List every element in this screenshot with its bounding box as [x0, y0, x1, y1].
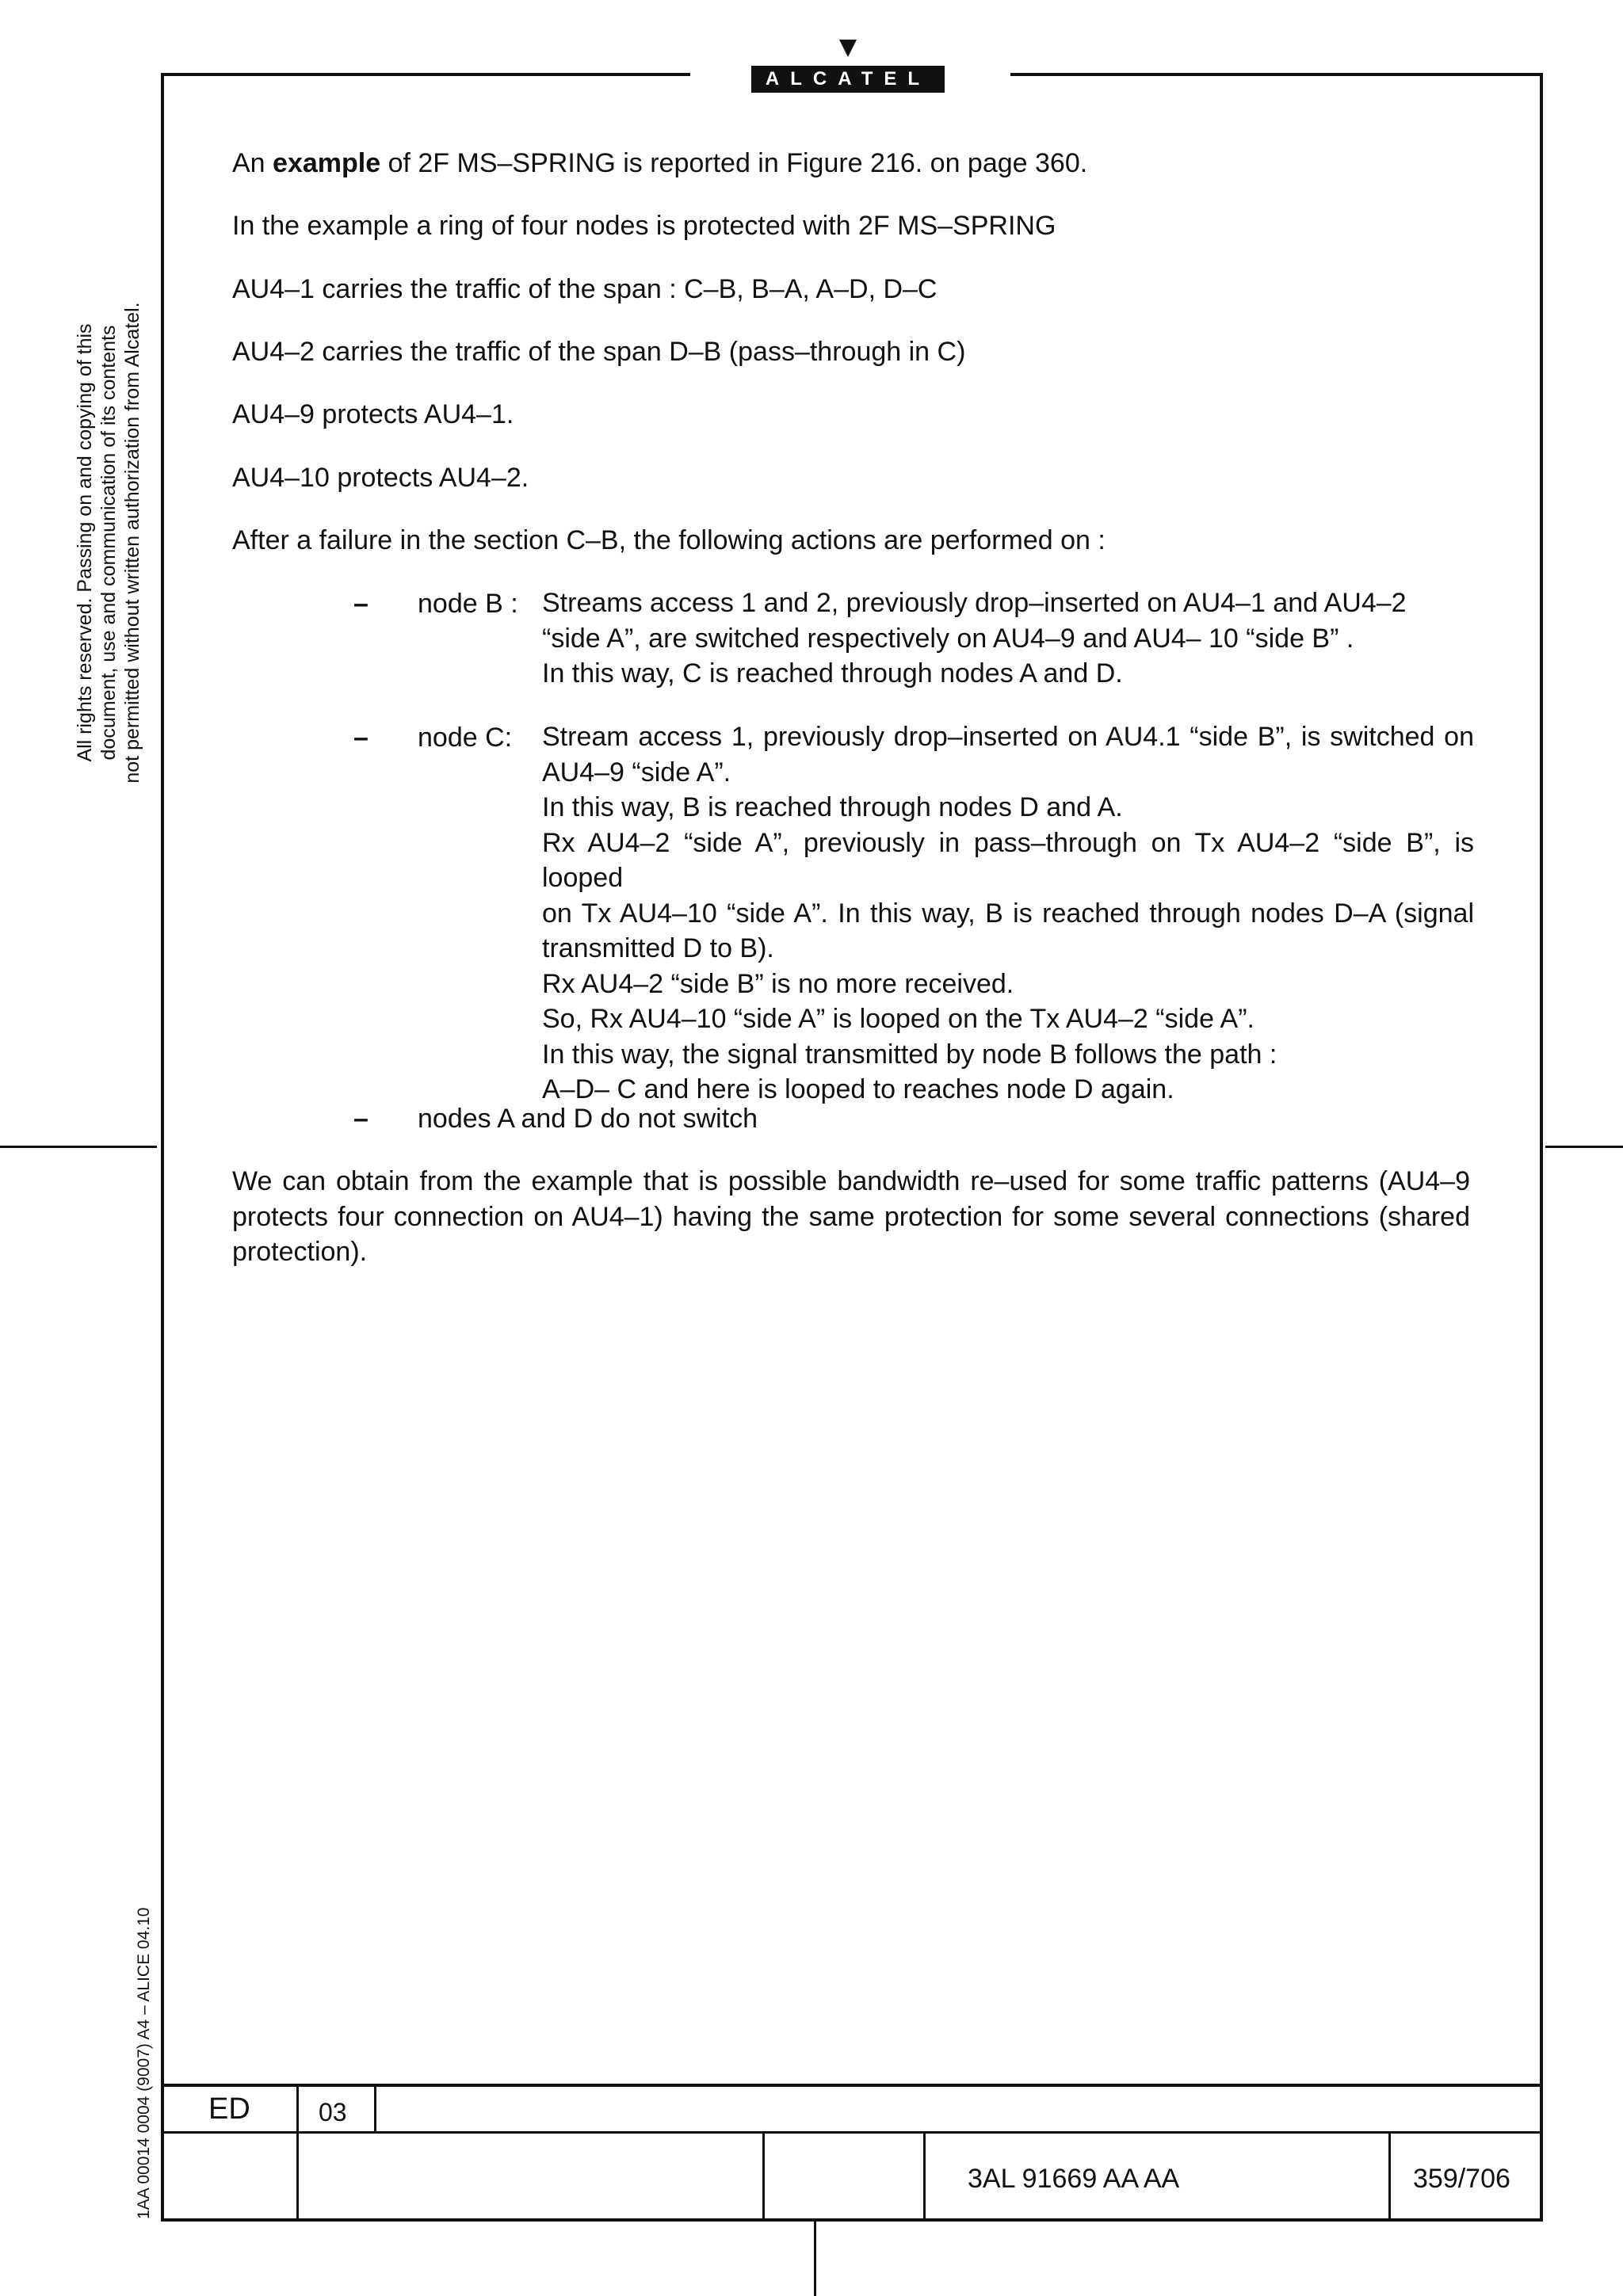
intro-prefix: An [232, 148, 273, 178]
intro-suffix: of 2F MS–SPRING is reported in Figure 216. on page 360. [380, 148, 1088, 178]
bullet-line: Rx AU4–2 “side A”, previously in pass–through on Tx AU4–2 “side B”, is looped [542, 827, 1474, 893]
bullet-dash-node-b: – [353, 589, 369, 619]
paragraph-au4-10: AU4–10 protects AU4–2. [232, 463, 529, 493]
fold-mark-right [1545, 1146, 1623, 1148]
closing-line: protects four connection on AU4–1) having the same protection for some several connections (shared [232, 1201, 1470, 1232]
bullet-line: “side A”, are switched respectively on AU4–9 and AU4– 10 “side B” . [542, 623, 1354, 654]
paragraph-au4-9: AU4–9 protects AU4–1. [232, 399, 514, 429]
bullet-line: Stream access 1, previously drop–inserted on AU4.1 “side B”, is switched on [542, 722, 1474, 752]
footer-divider-c [1388, 2131, 1391, 2220]
footer-ed-label: ED [208, 2092, 250, 2126]
copyright-notice-line-3: not permitted without written authorization from Alcatel. [121, 302, 143, 784]
fold-mark-bottom [814, 2222, 816, 2296]
bullet-label-node-b: node B : [418, 589, 518, 619]
fold-mark-left [0, 1146, 157, 1148]
frame-top-right [1010, 73, 1543, 76]
paragraph-au4-1: AU4–1 carries the traffic of the span : C–B, B–A, A–D, D–C [232, 274, 938, 304]
bullet-line: A–D– C and here is looped to reaches node D again. [542, 1074, 1174, 1104]
footer-doc-code: 3AL 91669 AA AA [968, 2164, 1180, 2194]
paragraph-failure: After a failure in the section C–B, the following actions are performed on : [232, 525, 1106, 555]
footer-top-border [161, 2084, 1543, 2087]
frame-bottom [161, 2218, 1543, 2222]
intro-bold: example [273, 148, 381, 178]
frame-top-left [161, 73, 690, 76]
bullet-line: Streams access 1 and 2, previously drop–inserted on AU4–1 and AU4–2 [542, 588, 1407, 618]
footer-divider-a [762, 2131, 765, 2220]
closing-line: We can obtain from the example that is possible bandwidth re–used for some traffic patterns (AU4–9 [232, 1166, 1470, 1196]
bullet-line: In this way, C is reached through nodes A and D. [542, 658, 1123, 688]
bullet-dash-nodes-a-d: – [353, 1104, 369, 1134]
paragraph-ring: In the example a ring of four nodes is protected with 2F MS–SPRING [232, 211, 1056, 241]
form-code: 1AA 00014 0004 (9007) A4 – ALICE 04.10 [135, 1907, 153, 2219]
closing-paragraph [232, 1164, 1470, 1270]
bullet-line: Rx AU4–2 “side B” is no more received. [542, 968, 1014, 999]
bullet-line: So, Rx AU4–10 “side A” is looped on the Tx AU4–2 “side A”. [542, 1004, 1254, 1034]
triangle-down-icon [839, 40, 857, 57]
footer-ed-value: 03 [319, 2098, 347, 2126]
bullet-dash-node-c: – [353, 723, 369, 753]
footer-divider-b [923, 2131, 926, 2220]
footer-divider-03 [374, 2084, 376, 2133]
copyright-notice [73, 281, 144, 804]
bullet-line: on Tx AU4–10 “side A”. In this way, B is reached through nodes D–A (signal [542, 898, 1474, 929]
bullet-line: AU4–9 “side A”. [542, 757, 731, 788]
copyright-notice-line-2: document, use and communication of its contents [97, 325, 120, 761]
footer-divider-ed [296, 2084, 299, 2220]
bullet-label-nodes-a-d: nodes A and D do not switch [418, 1104, 758, 1134]
intro-paragraph [232, 146, 1087, 181]
frame-left [161, 73, 164, 2222]
bullet-line: In this way, the signal transmitted by node B follows the path : [542, 1039, 1277, 1070]
bullet-text-node-b [542, 585, 1474, 692]
footer-page-number: 359/706 [1413, 2164, 1510, 2194]
bullet-text-node-c [542, 719, 1474, 1108]
copyright-notice-line-1: All rights reserved. Passing on and copying of this [74, 323, 96, 762]
bullet-line: In this way, B is reached through nodes D and A. [542, 792, 1123, 822]
bullet-label-node-c: node C: [418, 723, 513, 753]
closing-line: protection). [232, 1237, 368, 1267]
paragraph-au4-2: AU4–2 carries the traffic of the span D–B (pass–through in C) [232, 337, 966, 367]
frame-right [1540, 73, 1543, 2222]
bullet-line: transmitted D to B). [542, 933, 774, 963]
footer-middle-border [161, 2131, 1543, 2134]
alcatel-logo: ALCATEL [751, 66, 945, 93]
